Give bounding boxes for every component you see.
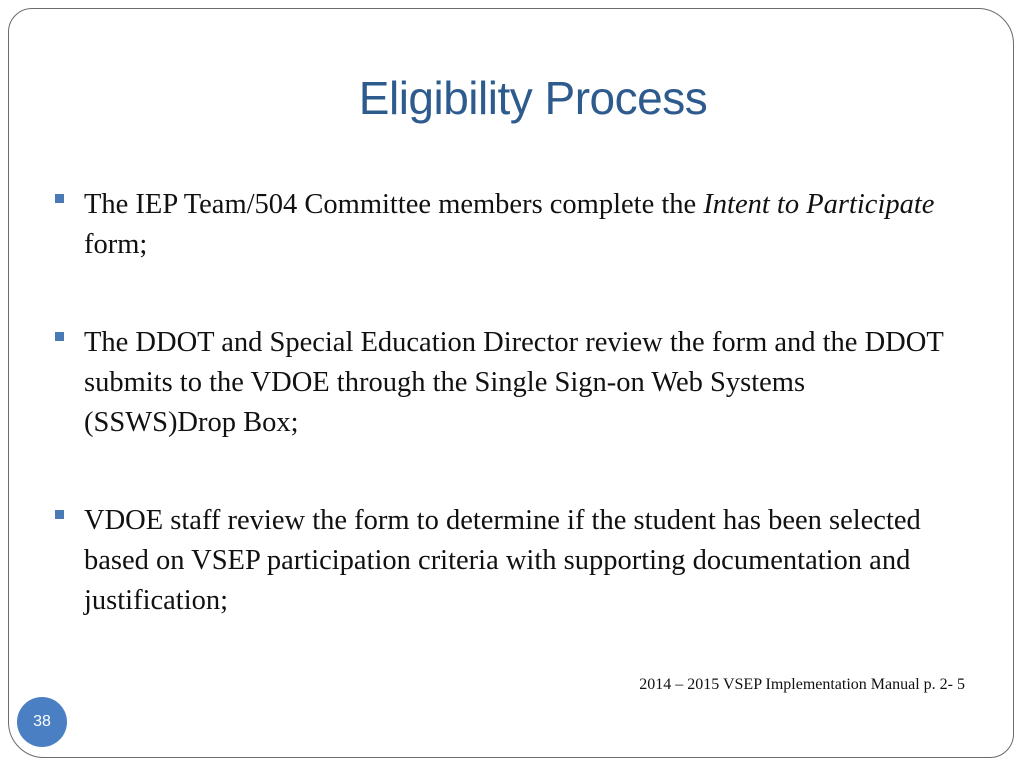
square-bullet-icon	[55, 194, 64, 203]
citation: 2014 – 2015 VSEP Implementation Manual p. 2- 5	[639, 676, 965, 693]
bullet-1-text-after: form;	[84, 229, 148, 260]
square-bullet-icon	[55, 510, 64, 519]
bullet-2-text: The DDOT and Special Education Director review the form and the DDOT submits to the VDOE through the Single Sign-on Web Systems (SSWS)Drop Box;	[84, 327, 944, 438]
square-bullet-icon	[55, 332, 64, 341]
bullet-item-1	[53, 185, 953, 265]
bullet-list	[53, 185, 953, 679]
bullet-item-3	[53, 501, 953, 621]
slide-frame	[8, 8, 1014, 758]
page-number-badge: 38	[17, 697, 67, 747]
bullet-1-italic-form-name: Intent to Participate	[703, 189, 935, 220]
slide-title: Eligibility Process	[358, 72, 708, 124]
bullet-1-text-before: The IEP Team/504 Committee members complete the	[84, 189, 704, 220]
bullet-item-2	[53, 323, 953, 443]
bullet-3-text: VDOE staff review the form to determine if the student has been selected based on VSEP participation criteria with supporting documentation and justification;	[84, 505, 921, 616]
